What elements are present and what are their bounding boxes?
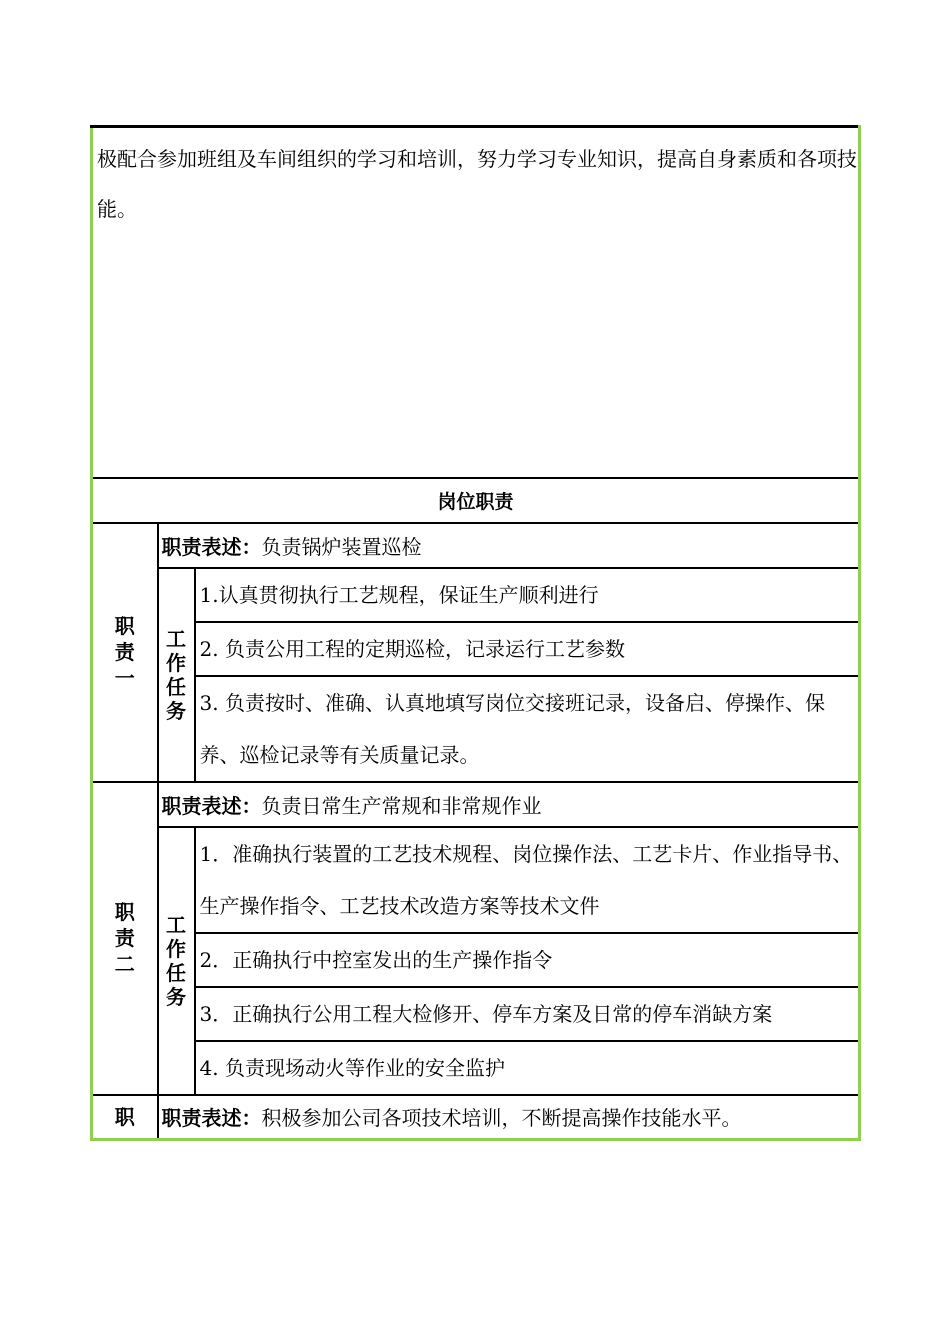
duty-3-label: 职 <box>92 1095 158 1140</box>
duty-1-task-1: 1.认真贯彻执行工艺规程，保证生产顺利进行 <box>195 568 860 622</box>
duty-3-description <box>158 1095 860 1140</box>
duty-2-label: 职 责 二 <box>92 782 158 1095</box>
description-text: 负责日常生产常规和非常规作业 <box>261 793 542 818</box>
job-duty-table <box>90 125 861 1141</box>
duty-2-description <box>158 782 860 827</box>
description-text: 负责锅炉装置巡检 <box>261 534 422 559</box>
duty-1-task-2: 2. 负责公用工程的定期巡检，记录运行工艺参数 <box>195 622 860 676</box>
section-title: 岗位职责 <box>92 478 860 523</box>
duty-2-task-label: 工 作 任 务 <box>158 827 195 1095</box>
description-label: 职责表述： <box>161 534 262 559</box>
duty-1-task-3: 3. 负责按时、准确、认真地填写岗位交接班记录，设备启、停操作、保养、巡检记录等有关质量记录。 <box>195 676 860 782</box>
duty-2-task-2: 2．正确执行中控室发出的生产操作指令 <box>195 933 860 987</box>
intro-paragraph: 极配合参加班组及车间组织的学习和培训，努力学习专业知识，提高自身素质和各项技能。 <box>92 127 860 478</box>
duty-2-task-4: 4. 负责现场动火等作业的安全监护 <box>195 1041 860 1095</box>
duty-1-description <box>158 523 860 568</box>
description-label: 职责表述： <box>161 1106 262 1131</box>
duty-2-task-3: 3．正确执行公用工程大检修开、停车方案及日常的停车消缺方案 <box>195 987 860 1041</box>
duty-2-task-1: 1．准确执行装置的工艺技术规程、岗位操作法、工艺卡片、作业指导书、生产操作指令、工艺技术改造方案等技术文件 <box>195 827 860 933</box>
description-text: 积极参加公司各项技术培训，不断提高操作技能水平。 <box>261 1106 742 1131</box>
description-label: 职责表述： <box>161 793 262 818</box>
duty-1-task-label: 工 作 任 务 <box>158 568 195 782</box>
duty-1-label: 职 责 一 <box>92 523 158 782</box>
